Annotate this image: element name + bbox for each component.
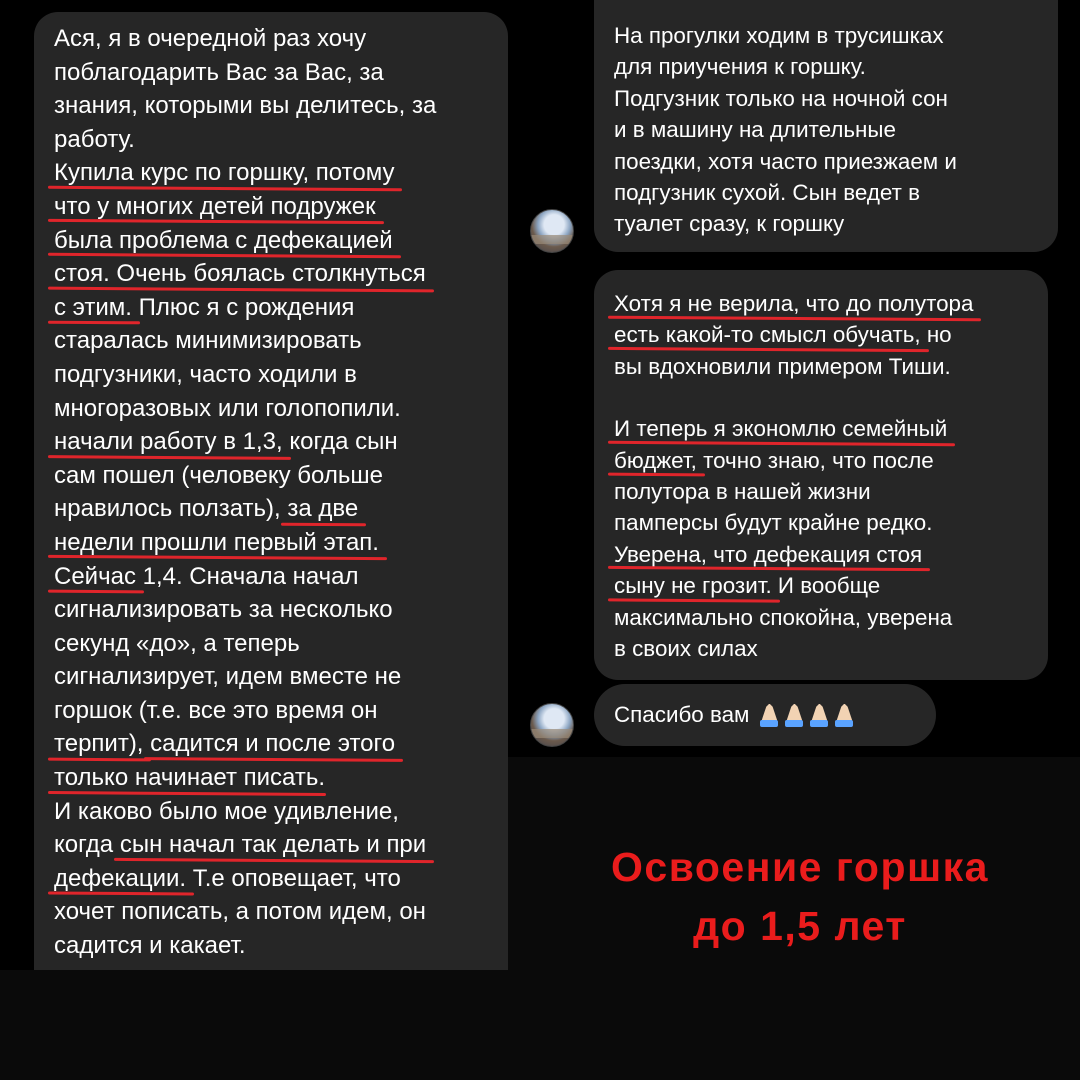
plain-text: когда сын [282,428,398,456]
message-line [54,895,508,929]
plain-text: сигнализировать за несколько [54,596,393,624]
message-line [614,208,1058,239]
thanks-text: Спасибо вам [614,702,750,727]
right-message-bubble-3 [594,684,936,746]
plain-text: подгузник сухой. Сын ведет в [614,180,921,206]
underlined-text: Купила курс по горшку, потому [54,159,395,187]
message-line [614,507,1048,538]
underlined-text: Сейчас [54,562,136,590]
promo-title-line-1: Освоение горшка [611,844,989,890]
message-line [54,22,508,56]
plain-text: работу. [54,125,135,153]
underlined-text: что у многих детей подружек [54,192,376,220]
plain-text: И вообще [771,573,881,599]
right-screenshot-panel [508,0,1080,757]
plain-text: памперсы будут крайне редко. [614,510,933,536]
message-line [54,627,508,661]
underlined-text: сыну не грозит. [614,573,772,599]
underlined-text: с этим. [54,293,132,321]
plain-text: горшок (т.е. все это время он [54,696,378,724]
plain-text: старалась минимизировать [54,327,362,355]
message-line [54,224,508,258]
message-line [54,56,508,90]
message-line [54,291,508,325]
underlined-text: дефекации. [54,864,187,892]
plain-text: точно знаю, что после [696,447,934,473]
underlined-text: терпит), [54,730,144,758]
message-line [54,358,508,392]
folded-hands-emoji-group [755,702,855,729]
message-line [614,445,1048,476]
underlined-text: И теперь я экономлю семейный [614,416,948,442]
right-message-bubble-2 [594,270,1048,680]
message-line [54,660,508,694]
message-line [614,20,1058,51]
plain-text: хочет пописать, а потом идем, он [54,898,426,926]
left-message-text [54,22,508,963]
avatar-icon[interactable] [530,209,574,253]
plain-text: подгузники, часто ходили в [54,360,357,388]
plain-text: полутора в нашей жизни [614,479,871,505]
underlined-text: есть какой-то смысл обучать, [614,322,921,348]
message-line [54,190,508,224]
message-line [54,593,508,627]
plain-text: 1,4. Сначала начал [135,562,359,590]
plain-text: На прогулки ходим в трусишках [614,23,944,48]
plain-text: нравилось ползать), [54,495,288,523]
message-line [54,761,508,795]
plain-text: в своих силах [614,636,758,662]
plain-text: когда [54,831,120,859]
folded-hands-emoji [833,702,855,728]
plain-text: но [920,322,952,348]
message-line [614,476,1048,507]
plain-text: сигнализирует, идем вместе не [54,663,402,691]
right-message-2-text [614,288,1048,664]
underlined-text: стоя. Очень боялась столкнуться [54,260,426,288]
right-message-bubble-1 [594,0,1058,252]
message-line [614,602,1048,633]
message-line [54,123,508,157]
underlined-text: начали работу в 1,3, [54,428,283,456]
underlined-text: Хотя я не верила, что до полутора [614,291,974,316]
message-line [614,382,1048,413]
plain-text: для приучения к горшку. [614,54,866,80]
message-line [54,89,508,123]
message-line [614,288,1048,319]
left-message-bubble [34,12,508,970]
message-line [54,156,508,190]
plain-text: сам пошел (человеку больше [54,461,383,489]
underlined-text: только начинает писать [54,764,319,792]
folded-hands-emoji [808,702,830,728]
underlined-text: садится и после этого [150,730,396,758]
promo-title [560,838,1040,956]
underlined-text: за две [287,495,359,523]
underlined-text: была проблема с дефекацией [54,226,393,254]
message-line [614,177,1058,208]
plain-text: вы вдохновили примером Тиши. [614,353,951,379]
message-line [614,633,1048,664]
message-line [614,351,1048,382]
message-line [54,257,508,291]
underlined-text: бюджет, [614,447,697,473]
plain-text: многоразовых или голопопили. [54,394,401,422]
message-line [54,526,508,560]
folded-hands-emoji [783,702,805,728]
avatar-icon[interactable] [530,703,574,747]
message-line [614,319,1048,350]
right-message-1-text [614,20,1058,240]
folded-hands-emoji [758,702,780,728]
message-line [614,539,1048,570]
plain-text: садится и какает. [54,932,246,960]
message-line [614,83,1058,114]
message-line [54,425,508,459]
underlined-text: сын начал так делать и при [119,831,427,859]
plain-text: Ася, я в очередной раз хочу [54,25,367,52]
plain-text: и в машину на длительные [614,117,896,143]
message-line [614,413,1048,444]
message-line [54,727,508,761]
message-line [54,392,508,426]
message-line [614,146,1058,177]
left-screenshot-panel [0,0,508,970]
underlined-text: недели прошли первый этап. [54,528,379,556]
plain-text: поблагодарить Вас за Вас, за [54,58,384,86]
message-line [54,795,508,829]
underlined-text: Уверена, что дефекация стоя [614,541,923,567]
plain-text: поездки, хотя часто приезжаем и [614,148,957,174]
message-line [614,570,1048,601]
message-line [54,694,508,728]
message-line [54,929,508,963]
plain-text: максимально спокойна, уверена [614,604,953,630]
message-line [54,324,508,358]
plain-text: Плюс я с рождения [131,293,355,321]
message-line [54,492,508,526]
message-line [614,51,1058,82]
plain-text: И каково было мое удивление, [54,797,399,825]
plain-text: Подгузник только на ночной сон [614,85,948,111]
plain-text: туалет сразу, к горшку [614,211,845,237]
message-line [54,560,508,594]
message-line [614,114,1058,145]
promo-title-line-2: до 1,5 лет [693,903,907,949]
message-line [54,828,508,862]
plain-text: знания, которыми вы делитесь, за [54,92,437,120]
plain-text: Т.е оповещает, что [186,864,401,892]
message-line [54,862,508,896]
plain-text: секунд «до», а теперь [54,629,300,657]
plain-text: . [318,764,326,792]
message-line [54,459,508,493]
